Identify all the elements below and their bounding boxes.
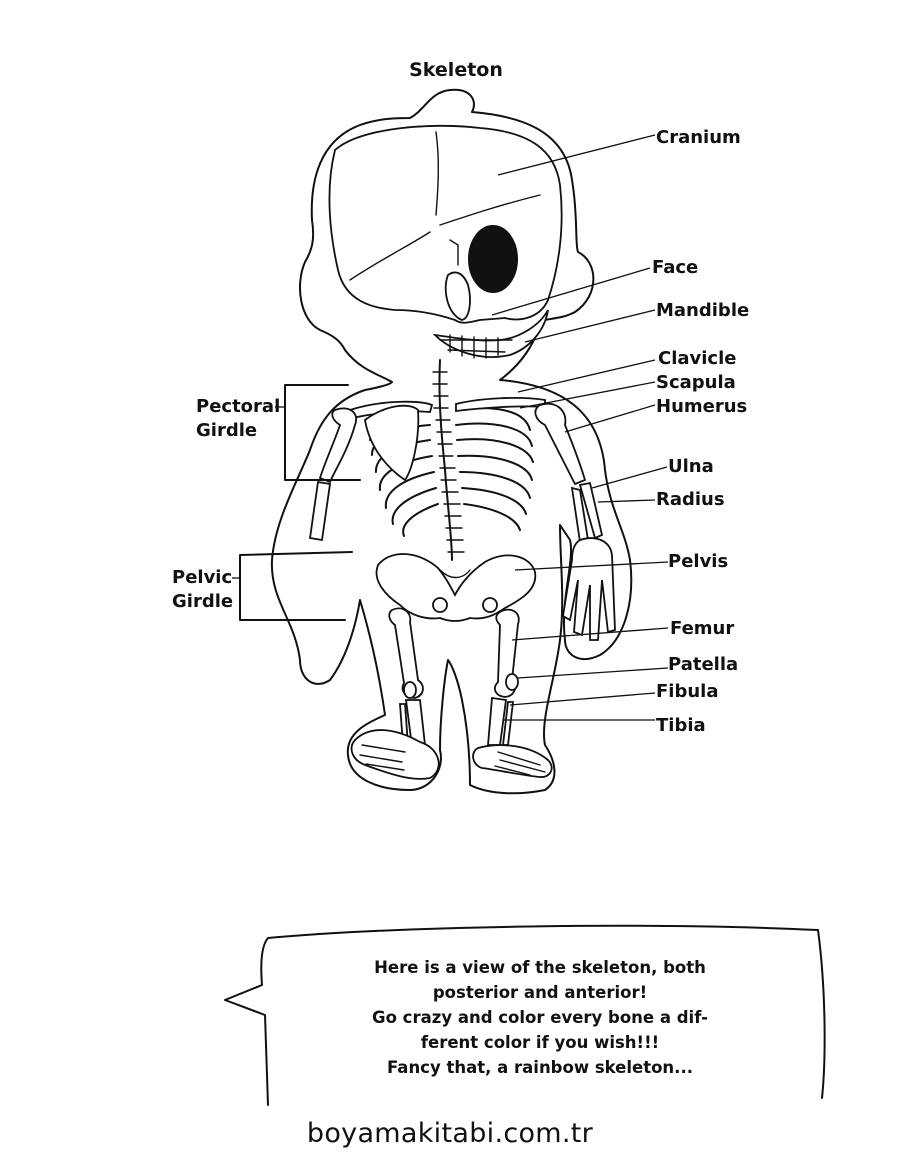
label-scapula: Scapula (656, 372, 736, 393)
label-pelvic-line2: Girdle (172, 591, 234, 612)
label-pelvic-line1: Pelvic (172, 567, 233, 588)
spine (433, 360, 464, 560)
scapula (365, 406, 418, 480)
footer-site-link[interactable]: boyamakitabi.com.tr (306, 1118, 594, 1149)
bubble-line-4: ferent color if you wish!!! (420, 1033, 660, 1052)
label-radius: Radius (656, 489, 725, 510)
label-face: Face (652, 257, 699, 278)
pelvic-bracket (232, 552, 352, 620)
bubble-line-2: posterior and anterior! (432, 983, 648, 1002)
label-humerus: Humerus (656, 396, 748, 417)
label-pectoral-line2: Girdle (196, 420, 258, 441)
label-pelvis: Pelvis (668, 551, 729, 572)
label-ulna: Ulna (668, 456, 714, 477)
label-tibia: Tibia (656, 715, 706, 736)
bubble-line-5: Fancy that, a rainbow skeleton... (387, 1058, 693, 1077)
label-pectoral-line1: Pectoral (196, 396, 281, 417)
bubble-line-3: Go crazy and color every bone a dif- (372, 1008, 708, 1027)
label-fibula: Fibula (656, 681, 719, 702)
feet (352, 730, 552, 779)
label-clavicle: Clavicle (658, 348, 737, 369)
label-femur: Femur (670, 618, 735, 639)
label-mandible: Mandible (656, 300, 750, 321)
label-cranium: Cranium (656, 127, 741, 148)
diagram-title: Skeleton (409, 59, 503, 81)
label-patella: Patella (668, 654, 739, 675)
speech-bubble (225, 926, 825, 1105)
bubble-line-1: Here is a view of the skeleton, both (374, 958, 706, 977)
tibia (406, 698, 506, 746)
